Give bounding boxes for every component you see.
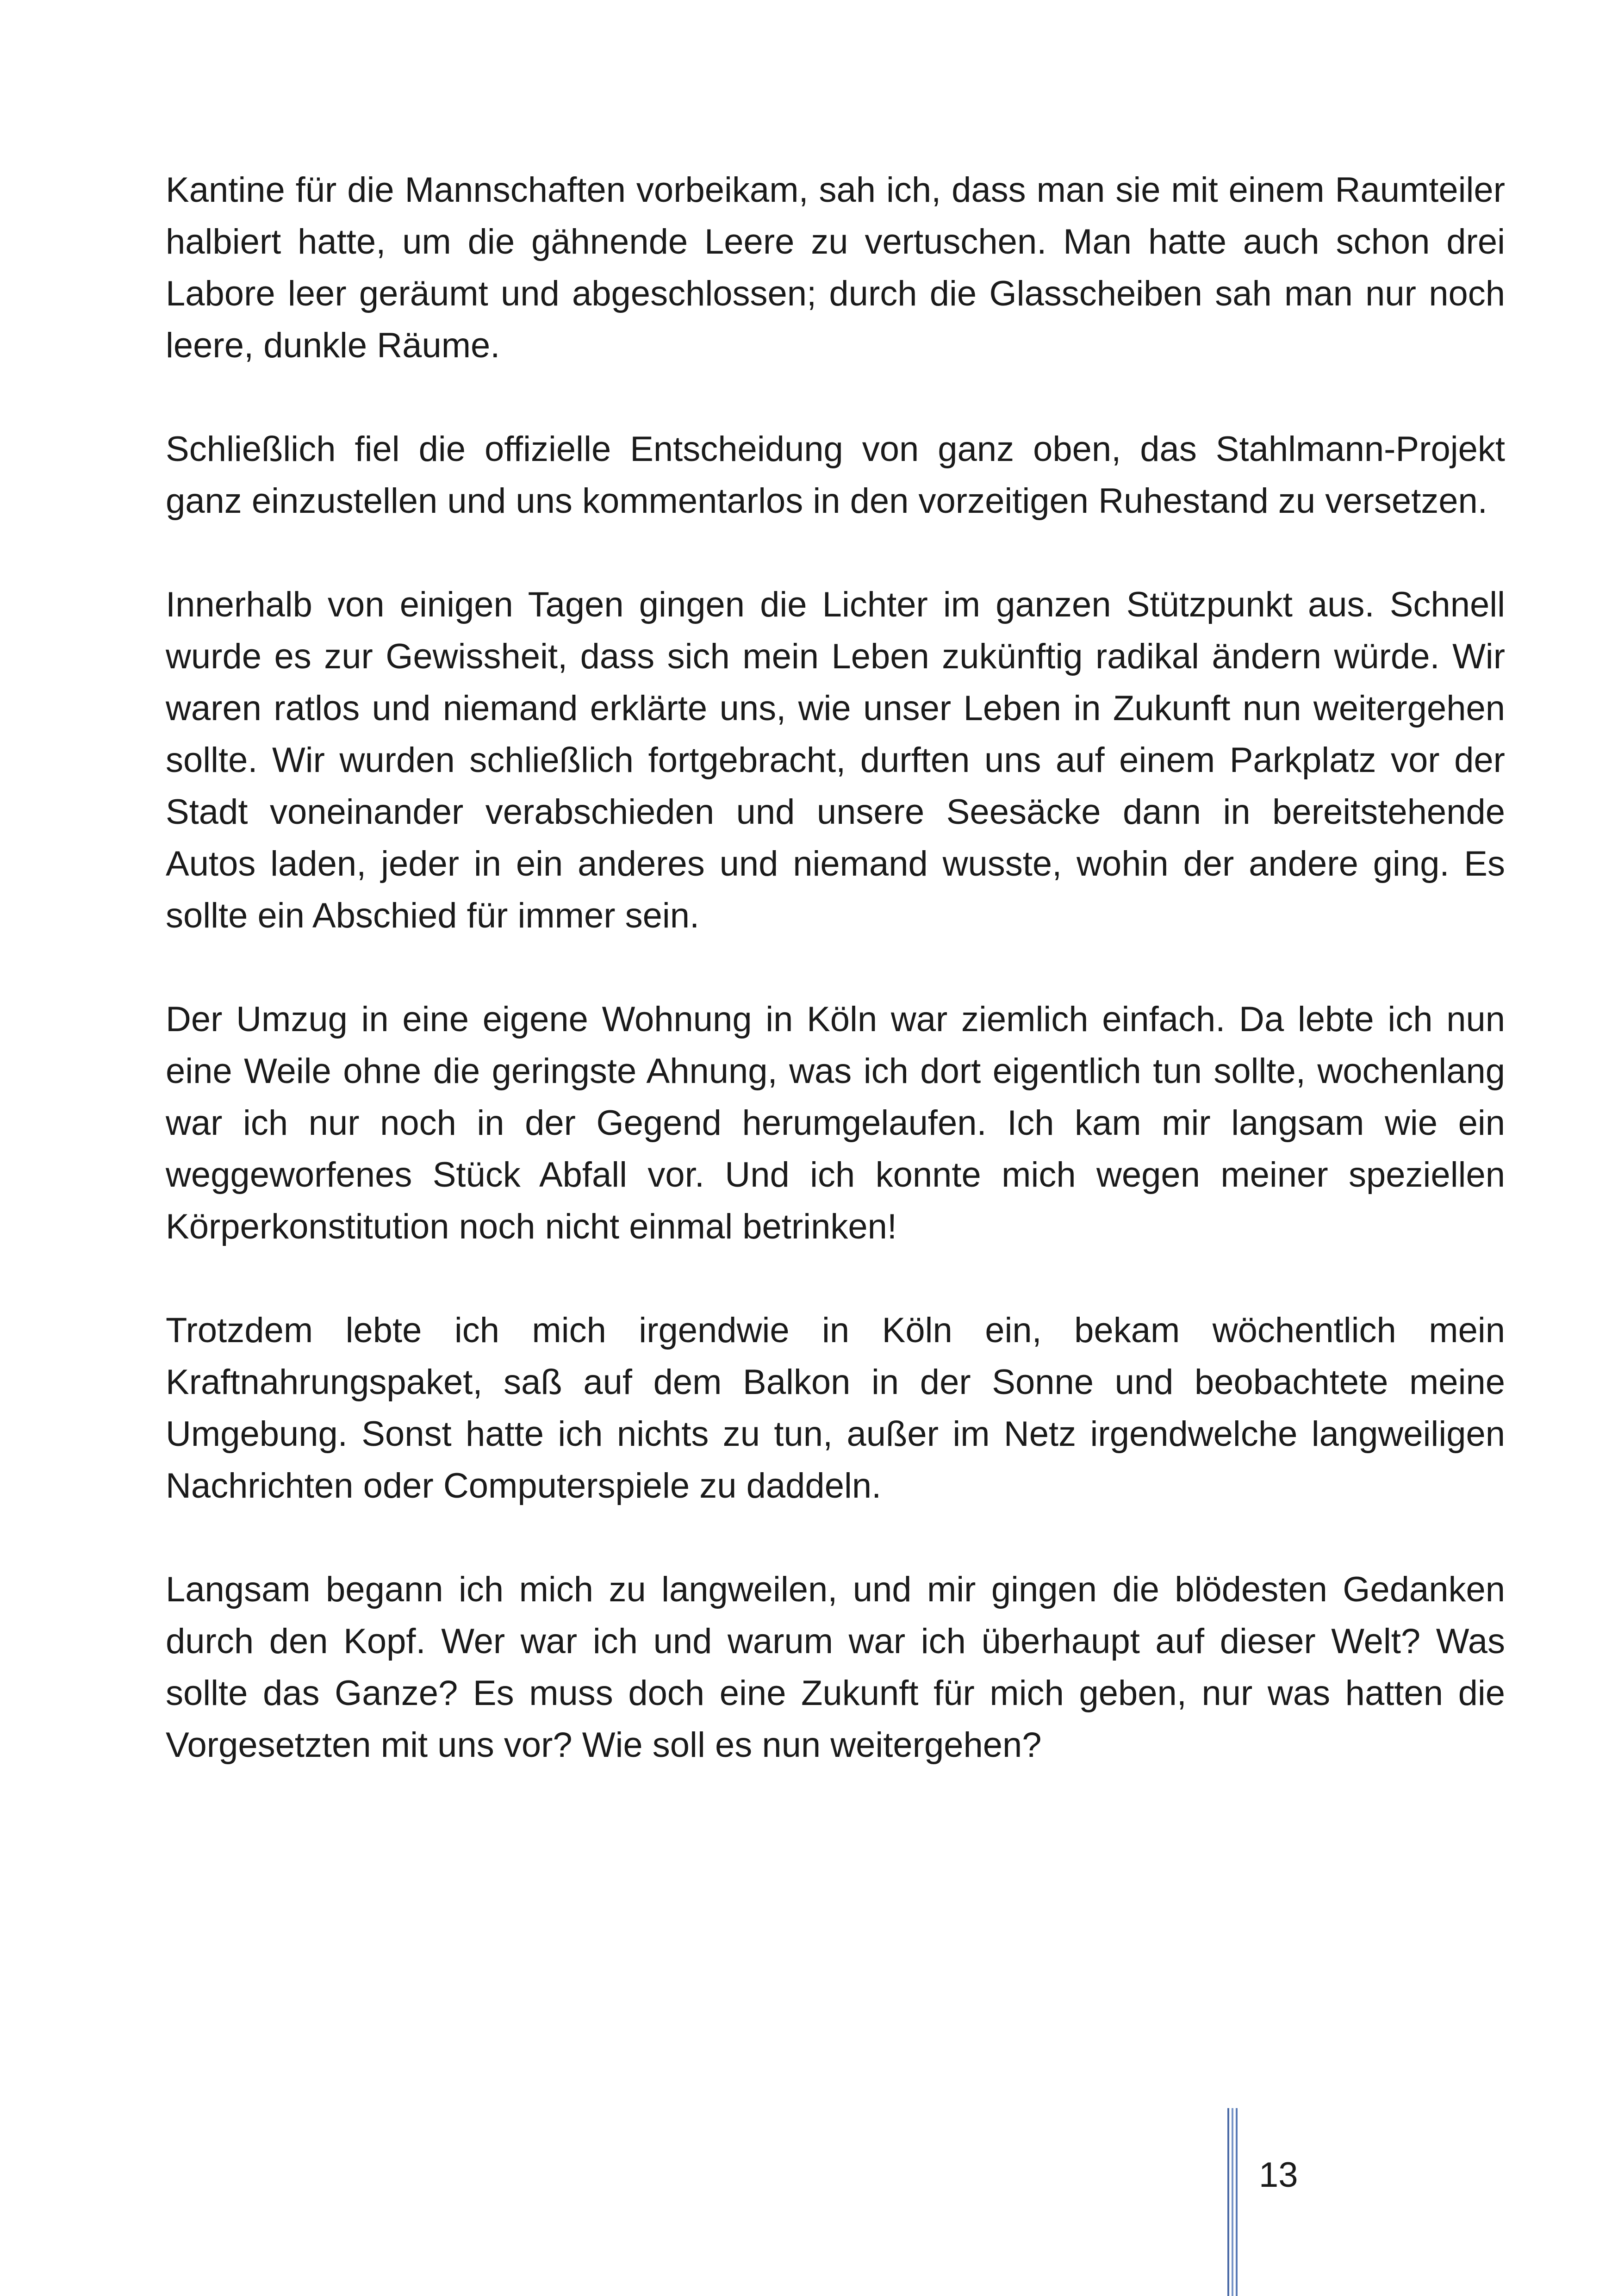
footer-rule-line bbox=[1232, 2108, 1233, 2296]
footer-rule-line bbox=[1227, 2108, 1229, 2296]
paragraph: Der Umzug in eine eigene Wohnung in Köln war ziemlich einfach. Da lebte ich nun eine Weile ohne die geringste Ahnung, was ich dort eigentlich tun sollte, wochenlang war ich nur noch in der Gegend herumgelaufen. Ich kam mir langsam wie ein weggeworfenes Stück Abfall vor. Und ich konnte mich wegen meiner speziellen Körperkonstitution noch nicht einmal betrinken! bbox=[166, 1000, 1505, 1246]
page-number: 13 bbox=[1259, 2155, 1298, 2195]
paragraph: Kantine für die Mannschaften vorbeikam, sah ich, dass man sie mit einem Raumteiler halbiert hatte, um die gähnende Leere zu vertuschen. Man hatte auch schon drei Labore leer geräumt und abgeschlossen; durch die Glasscheiben sah man nur noch leere, dunkle Räume. bbox=[166, 170, 1505, 365]
footer-rule-line bbox=[1236, 2108, 1238, 2296]
footer-rule bbox=[1227, 2108, 1240, 2296]
paragraph: Trotzdem lebte ich mich irgendwie in Köln ein, bekam wöchentlich mein Kraftnahrungspaket, saß auf dem Balkon in der Sonne und beobachtete meine Umgebung. Sonst hatte ich nichts zu tun, außer im Netz irgendwelche langweiligen Nachrichten oder Computerspiele zu daddeln. bbox=[166, 1311, 1505, 1506]
paragraph: Schließlich fiel die offizielle Entscheidung von ganz oben, das Stahlmann-Projekt ganz einzustellen und uns kommentarlos in den vorzeitigen Ruhestand zu versetzen. bbox=[166, 429, 1505, 521]
body-text bbox=[166, 164, 1505, 1771]
paragraph: Innerhalb von einigen Tagen gingen die Lichter im ganzen Stützpunkt aus. Schnell wurde es zur Gewissheit, dass sich mein Leben zukünftig radikal ändern würde. Wir waren ratlos und niemand erklärte uns, wie unser Leben in Zukunft nun weitergehen sollte. Wir wurden schließlich fortgebracht, durften uns auf einem Parkplatz vor der Stadt voneinander verabschieden und unsere Seesäcke dann in bereitstehende Autos laden, jeder in ein anderes und niemand wusste, wohin der andere ging. Es sollte ein Abschied für immer sein. bbox=[166, 585, 1505, 935]
paragraph: Langsam begann ich mich zu langweilen, und mir gingen die blödesten Gedanken durch den Kopf. Wer war ich und warum war ich überhaupt auf dieser Welt? Was sollte das Ganze? Es muss doch eine Zukunft für mich geben, nur was hatten die Vorgesetzten mit uns vor? Wie soll es nun weitergehen? bbox=[166, 1570, 1505, 1765]
